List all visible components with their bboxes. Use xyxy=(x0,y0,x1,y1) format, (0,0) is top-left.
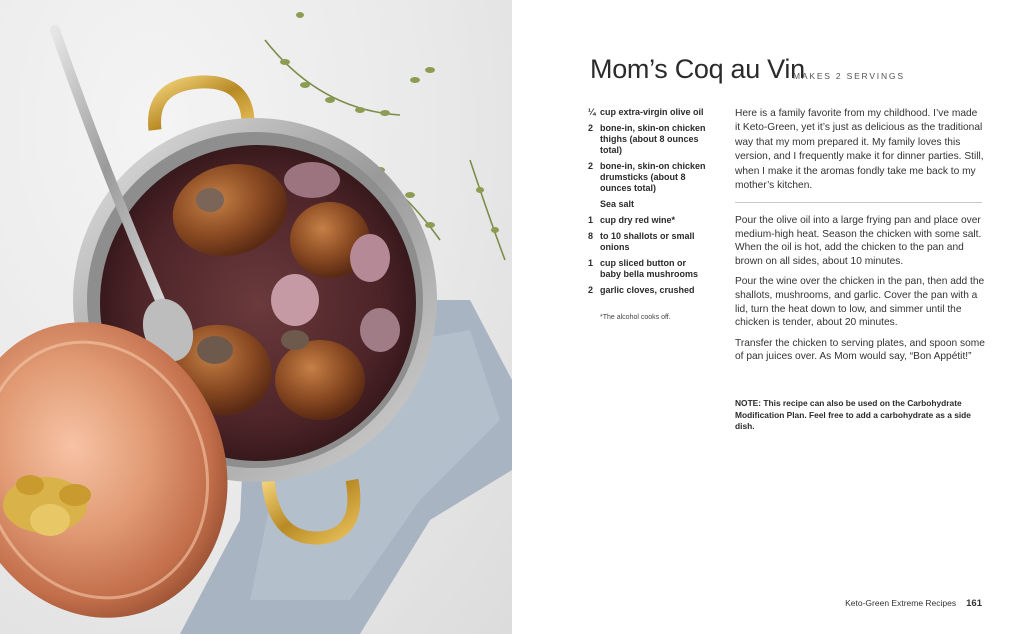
ingredient-item xyxy=(588,231,708,253)
ingredient-footnote: *The alcohol cooks off. xyxy=(600,314,671,321)
ingredient-text: cup sliced button or baby bella mushrooms xyxy=(600,258,699,279)
ingredient-text: Sea salt xyxy=(600,199,635,209)
ingredient-list xyxy=(588,107,708,301)
recipe-intro: Here is a family favorite from my childhood. I’ve made it Keto-Green, yet it’s just as delicious as the traditional way that my mom prepared it. My family loves this version, and I frequently make it for dinner parties. Still, when I make it the aromas fondly take me back to my mother’s kitchen. xyxy=(735,108,984,192)
recipe-step: Pour the wine over the chicken in the pan, then add the shallots, mushrooms, and garlic. Cover the pan with a lid, turn the heat down to low, and simmer until the chicken is tender, about 20 minutes. xyxy=(735,276,985,329)
ingredient-qty: 1 xyxy=(588,215,594,225)
ingredient-item xyxy=(588,107,708,118)
ingredient-text: bone-in, skin-on chicken drumsticks (about 8 ounces total) xyxy=(600,161,706,193)
ingredient-item xyxy=(588,285,708,296)
recipe-steps xyxy=(735,214,987,371)
recipe-page xyxy=(512,0,1024,634)
ingredient-text: cup dry red wine* xyxy=(600,215,676,225)
ingredient-qty: 2 xyxy=(588,123,594,133)
recipe-step: Transfer the chicken to serving plates, and spoon some of pan juices over. As Mom would say, “Bon Appétit!” xyxy=(735,337,985,363)
ingredient-item xyxy=(588,215,708,226)
recipe-note: NOTE: This recipe can also be used on the Carbohydrate Modification Plan. Feel free to add a carbohydrate as a side dish. xyxy=(735,398,971,431)
ingredient-item xyxy=(588,161,708,194)
book-title: Keto-Green Extreme Recipes xyxy=(845,598,957,608)
servings-label: MAKES 2 SERVINGS xyxy=(793,71,905,81)
ingredient-qty: ¼ xyxy=(588,107,596,117)
ingredient-item xyxy=(588,199,708,210)
page-footer xyxy=(845,598,982,609)
ingredient-text: cup extra-virgin olive oil xyxy=(600,107,704,117)
ingredient-qty xyxy=(588,199,600,210)
ingredient-qty: 2 xyxy=(588,161,594,171)
ingredient-qty: 1 xyxy=(588,258,594,268)
ingredient-qty: 2 xyxy=(588,285,594,295)
ingredient-text: bone-in, skin-on chicken thighs (about 8 ounces total) xyxy=(600,123,706,155)
recipe-title: Mom’s Coq au Vin xyxy=(590,54,805,84)
ingredient-text: to 10 shallots or small onions xyxy=(600,231,695,252)
ingredient-text: garlic cloves, crushed xyxy=(600,285,695,295)
ingredient-qty: 8 xyxy=(588,231,594,241)
divider xyxy=(735,202,982,203)
ingredient-item xyxy=(588,258,708,280)
recipe-step: Pour the olive oil into a large frying pan and place over medium-high heat. Season the chicken with some salt. When the oil is hot, add the chicken to the pan and brown on all sides, about 10 minutes. xyxy=(735,215,982,267)
ingredient-item xyxy=(588,123,708,156)
page-number: 161 xyxy=(966,598,982,609)
